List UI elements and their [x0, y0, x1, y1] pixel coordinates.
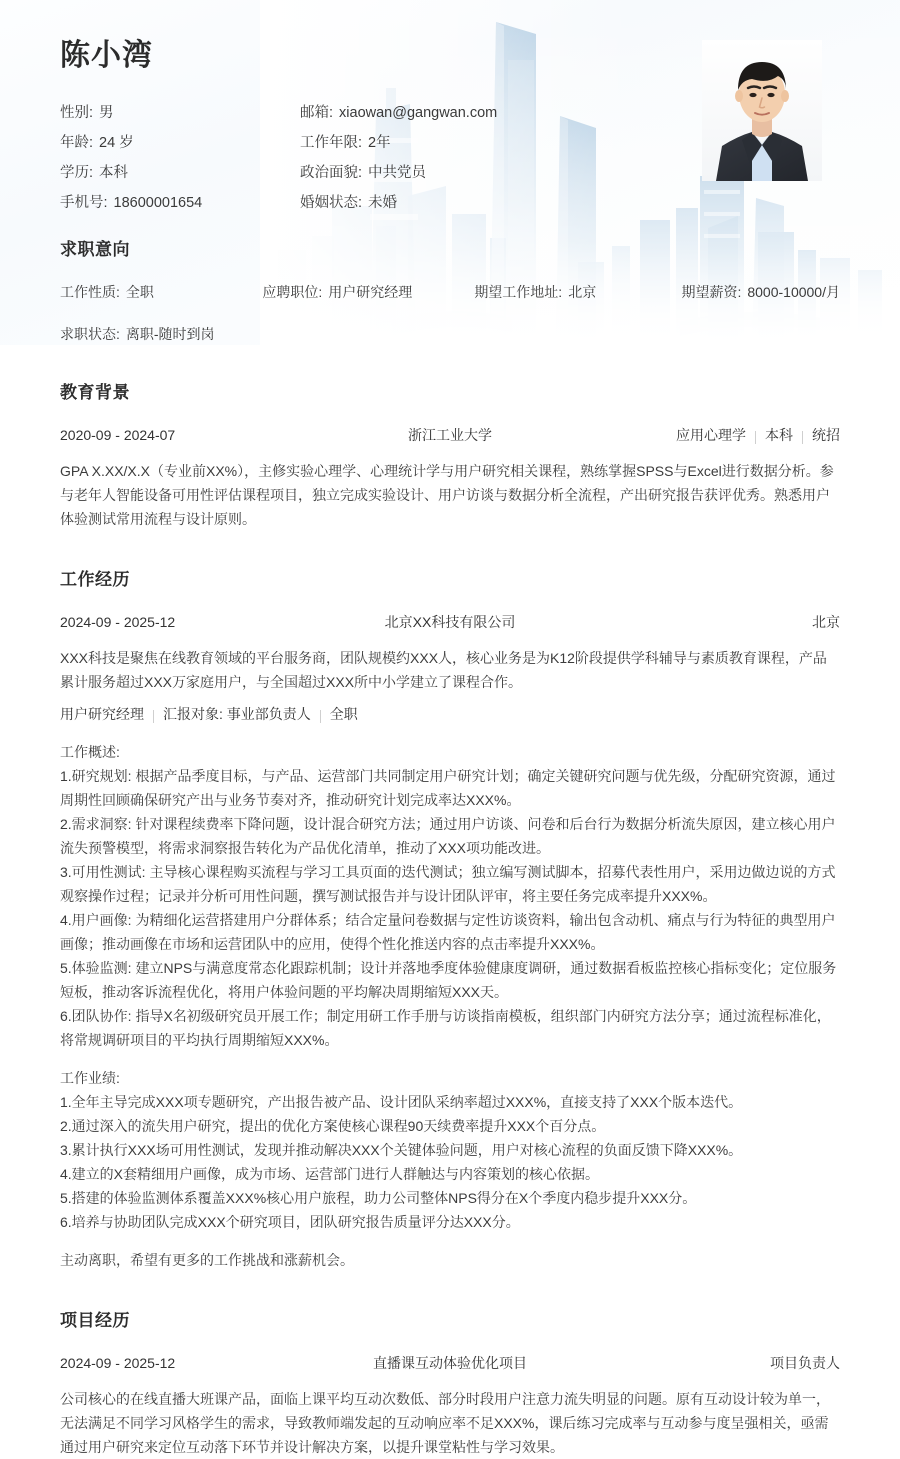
info-label: 应聘职位:	[262, 284, 323, 300]
job-seeking-status	[60, 324, 215, 344]
info-phone	[60, 191, 300, 212]
info-marital-status	[300, 191, 660, 212]
info-value: xiaowan@gangwan.com	[339, 104, 498, 121]
section-title-education: 教育背景	[60, 383, 130, 402]
portrait-photo-icon	[702, 40, 822, 181]
education-meta	[583, 425, 840, 445]
education-date: 2020-09 - 2024-07	[60, 427, 176, 443]
project-name: 直播课互动体验优化项目	[372, 1355, 527, 1371]
work-company-intro: XXX科技是聚焦在线教育领域的平台服务商，团队规模约XXX人，核心业务是为K12阶段提供学科辅导与素质教育课程，产品累计服务超过XXX万家庭用户，与全国超过XXX所中小学建立了课程合作。	[60, 650, 827, 690]
education-major: 应用心理学	[675, 427, 746, 443]
work-achievement-item: 5.搭建的体验监测体系覆盖XXX%核心用户旅程，助力公司整体NPS得分在X个季度内稳步提升XXX分。	[60, 1190, 697, 1206]
info-label: 邮箱:	[300, 104, 334, 121]
section-education	[0, 378, 900, 531]
info-label: 婚姻状态:	[300, 194, 363, 211]
info-label: 政治面貌:	[300, 164, 363, 181]
info-gender	[60, 101, 300, 122]
info-row	[60, 186, 680, 216]
education-description: GPA X.XX/X.X（专业前XX%），主修实验心理学、心理统计学与用户研究相关课程，熟练掌握SPSS与Excel进行数据分析。参与老年人智能设备可用性评估课程项目，独立完成实验设计、用户访谈与数据分析全流程，产出研究报告获评优秀。熟悉用户体验测试常用流程与设计原则。	[60, 463, 834, 527]
work-achievement-item: 6.培养与协助团队完成XXX个研究项目，团队研究报告质量评分达XXX分。	[60, 1214, 520, 1230]
section-title-job-intention: 求职意向	[60, 240, 130, 259]
info-row	[60, 156, 680, 186]
info-value: 中共党员	[368, 164, 427, 181]
separator-icon	[802, 431, 803, 444]
education-admission-type: 统招	[811, 427, 840, 443]
spacer	[60, 1052, 840, 1066]
work-job-nature: 全职	[329, 706, 358, 722]
project-entry-row	[60, 1353, 840, 1373]
project-role: 项目负责人	[769, 1355, 840, 1371]
work-summary-title: 工作概述:	[60, 744, 120, 760]
work-company: 北京XX科技有限公司	[384, 614, 516, 630]
info-label: 期望薪资:	[681, 284, 742, 300]
section-title-project: 项目经历	[60, 1311, 130, 1330]
education-entry-row	[60, 425, 840, 445]
info-age	[60, 131, 300, 152]
project-description: 公司核心的在线直播大班课产品，面临上课平均互动次数低、部分时段用户注意力流失明显的问题。原有互动设计较为单一，无法满足不同学习风格学生的需求，导致教师端发起的互动响应率不足XXX%，课后练习完成率与互动参与度呈强相关，亟需通过用户研究来定位互动落下环节并设计解决方案，以提升课堂粘性与学习效果。	[60, 1391, 830, 1455]
work-achievement-item: 3.累计执行XXX场可用性测试，发现并推动解决XXX个关键体验问题，用户对核心流程的负面反馈下降XXX%。	[60, 1142, 743, 1158]
work-achievement-item: 4.建立的X套精细用户画像，成为市场、运营部门进行人群触达与内容策划的核心依据。	[60, 1166, 600, 1182]
info-label: 工作年限:	[300, 134, 363, 151]
job-intention-row-1	[60, 282, 840, 302]
info-row	[60, 96, 680, 126]
info-label: 手机号:	[60, 194, 108, 211]
section-job-intention	[0, 235, 900, 344]
work-entry-row	[60, 612, 840, 632]
info-political-status	[300, 161, 660, 182]
info-value: 北京	[568, 284, 597, 300]
info-email	[300, 101, 660, 122]
info-value: 18600001654	[113, 194, 203, 211]
info-value: 全职	[125, 284, 154, 300]
info-label: 工作性质:	[60, 284, 120, 300]
spacer	[60, 1234, 840, 1248]
info-label: 学历:	[60, 164, 94, 181]
work-achievement-item: 2.通过深入的流失用户研究，提出的优化方案使核心课程90天续费率提升XXX个百分点。	[60, 1118, 606, 1134]
info-value: 离职-随时到岗	[125, 326, 215, 342]
info-value: 24 岁	[99, 134, 134, 151]
education-degree: 本科	[764, 427, 793, 443]
work-summary-item: 6.团队协作: 指导X名初级研究员开展工作；制定用研工作手册与访谈指南模板，组织部门内研究方法分享；通过流程标准化，将常规调研项目的平均执行周期缩短XXX%。	[60, 1008, 831, 1048]
spacer	[0, 344, 900, 378]
info-value: 男	[99, 104, 114, 121]
work-role-title: 用户研究经理	[60, 706, 144, 722]
info-label: 期望工作地址:	[474, 284, 563, 300]
work-summary-item: 5.体验监测: 建立NPS与满意度常态化跟踪机制；设计并落地季度体验健康度调研，通过数据看板监控核心指标变化；定位服务短板，推动客诉流程优化，将用户体验问题的平均解决周期缩短XXX天。	[60, 960, 837, 1000]
info-value: 8000-10000/月	[747, 284, 840, 300]
work-achievement-title: 工作业绩:	[60, 1070, 120, 1086]
section-work-experience	[0, 565, 900, 1272]
work-summary-item: 3.可用性测试: 主导核心课程购买流程与学习工具页面的迭代测试；独立编写测试脚本，招募代表性用户，采用边做边说的方式观察操作过程；记录并分析可用性问题，撰写测试报告并与设计团队评审，将主要任务完成率提升XXX%。	[60, 864, 836, 904]
separator-icon	[153, 710, 154, 723]
info-degree	[60, 161, 300, 182]
work-date: 2024-09 - 2025-12	[60, 614, 176, 630]
info-label: 性别:	[60, 104, 94, 121]
work-summary-item: 1.研究规划: 根据产品季度目标，与产品、运营部门共同制定用户研究计划；确定关键研究问题与优先级，分配研究资源，通过周期性回顾确保研究产出与业务节奏对齐，推动研究计划完成率达XXX%。	[60, 768, 836, 808]
separator-icon	[755, 431, 756, 444]
job-nature	[60, 282, 262, 302]
work-role-meta	[60, 704, 840, 724]
candidate-photo	[702, 40, 822, 181]
job-intention-row-2	[60, 324, 840, 344]
expected-location	[474, 282, 681, 302]
info-label: 年龄:	[60, 134, 94, 151]
info-label: 求职状态:	[60, 326, 120, 342]
section-title-work: 工作经历	[60, 570, 130, 589]
work-summary-item: 4.用户画像: 为精细化运营搭建用户分群体系；结合定量问卷数据与定性访谈资料，输出包含动机、痛点与行为特征的典型用户画像；推动画像在市场和运营团队中的应用，使得个性化推送内容的点击率提升XXX%。	[60, 912, 836, 952]
work-leave-reason: 主动离职，希望有更多的工作挑战和涨薪机会。	[60, 1252, 354, 1268]
section-project-experience	[0, 1306, 900, 1459]
project-date: 2024-09 - 2025-12	[60, 1355, 176, 1371]
work-achievement-item: 1.全年主导完成XXX项专题研究，产出报告被产品、设计团队采纳率超过XXX%，直接支持了XXX个版本迭代。	[60, 1094, 743, 1110]
info-value: 本科	[99, 164, 129, 181]
candidate-name: 陈小湾	[60, 39, 153, 72]
work-location: 北京	[811, 614, 840, 630]
info-value: 未婚	[368, 194, 398, 211]
education-school: 浙江工业大学	[407, 427, 492, 443]
applied-position	[262, 282, 474, 302]
spacer	[0, 1272, 900, 1306]
separator-icon	[320, 710, 321, 723]
info-value: 用户研究经理	[328, 284, 413, 300]
info-value: 2年	[368, 134, 391, 151]
expected-salary	[681, 282, 840, 302]
personal-info-grid	[60, 96, 680, 216]
work-summary-item: 2.需求洞察: 针对课程续费率下降问题，设计混合研究方法；通过用户访谈、问卷和后台行为数据分析流失原因，建立核心用户流失预警模型，将需求洞察报告转化为产品优化清单，推动了XXX项功能改进。	[60, 816, 836, 856]
spacer	[0, 531, 900, 565]
info-row	[60, 126, 680, 156]
info-work-years	[300, 131, 660, 152]
work-report-to: 汇报对象: 事业部负责人	[163, 706, 311, 722]
